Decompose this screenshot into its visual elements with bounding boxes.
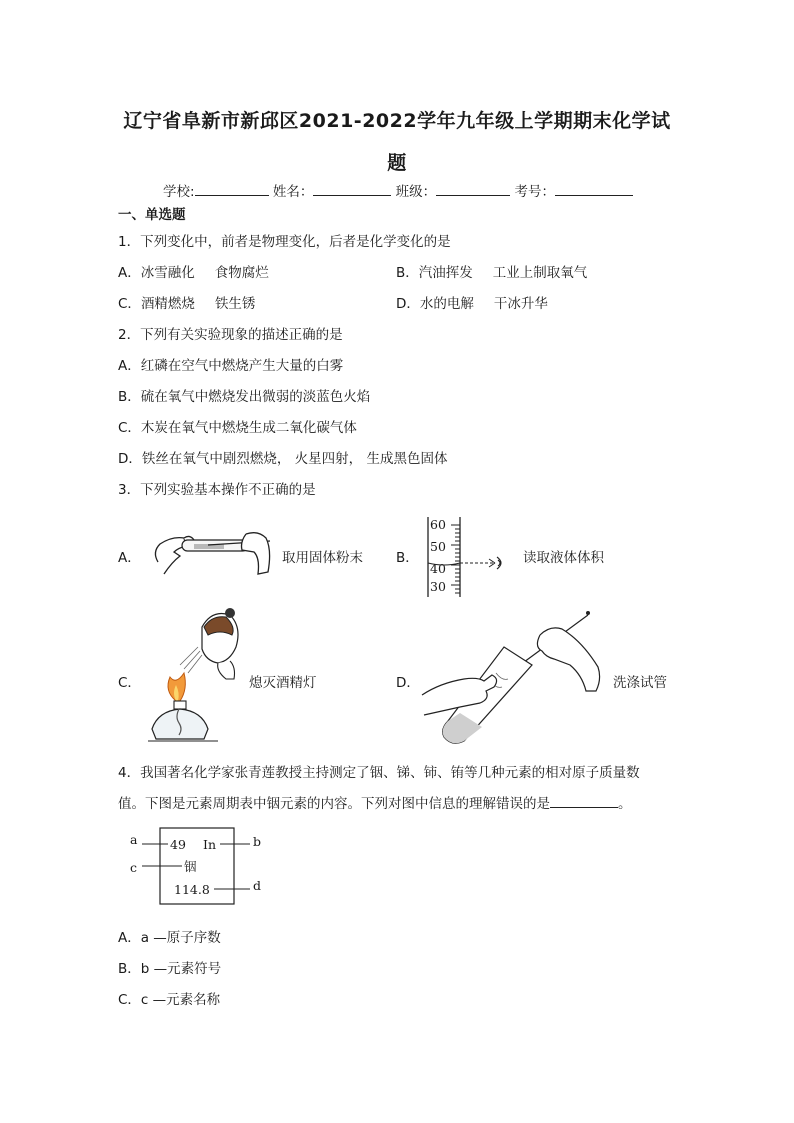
q1-option-b[interactable] (396, 261, 587, 281)
option-text: 工业上制取氧气 (492, 265, 588, 281)
graduated-cylinder-figure (425, 515, 515, 599)
q1-stem: 1．下列变化中，前者是物理变化，后者是化学变化的是 (118, 234, 451, 250)
stem-text: 值。下图是元素周期表中铟元素的内容。下列对图中信息的理解错误的是 (118, 796, 550, 812)
school-field[interactable] (195, 182, 269, 196)
answer-blank[interactable] (550, 795, 618, 808)
name-label: 姓名： (272, 184, 314, 200)
q3-option-b-label[interactable]: B． (396, 550, 419, 566)
test-tube-brush-figure (420, 607, 610, 747)
element-symbol: In (203, 837, 216, 852)
option-text: 水的电解 (419, 296, 474, 312)
q1-option-d[interactable] (396, 292, 548, 312)
option-text: 酒精燃烧 (140, 296, 195, 312)
page-title: 辽宁省阜新市新邱区2021-2022学年九年级上学期期末化学试 (123, 110, 671, 132)
pointer-label-c: c (130, 860, 138, 875)
element-name: 铟 (184, 859, 197, 874)
q4-option-c[interactable]: C．c —元素名称 (118, 992, 221, 1008)
q3-option-a-label[interactable]: A． (118, 550, 141, 566)
scale-tick-40: 40 (430, 561, 446, 576)
q3-option-c-label[interactable]: C． (118, 675, 141, 691)
option-label: C． (118, 296, 141, 312)
school-label: 学校: (163, 184, 195, 200)
q3-option-a-caption: 取用固体粉末 (282, 550, 363, 566)
q3-option-d-caption: 洗涤试管 (613, 675, 667, 691)
q3-option-b-caption: 读取液体体积 (523, 550, 604, 566)
scale-tick-60: 60 (430, 517, 446, 532)
scale-tick-30: 30 (430, 579, 446, 594)
q2-option-d[interactable]: D．铁丝在氧气中剧烈燃烧， 火星四射， 生成黑色固体 (118, 451, 448, 467)
name-field[interactable] (313, 182, 391, 196)
exam-no-field[interactable] (555, 182, 633, 196)
q1-option-a[interactable] (118, 261, 269, 281)
q3-option-d-label[interactable]: D． (396, 675, 420, 691)
q4-option-a[interactable]: A．a —原子序数 (118, 930, 221, 946)
q2-stem: 2．下列有关实验现象的描述正确的是 (118, 327, 343, 343)
scale-tick-50: 50 (430, 539, 446, 554)
q4-option-b[interactable]: B．b —元素符号 (118, 961, 222, 977)
powder-tube-figure (150, 522, 274, 584)
q4-stem-line1: 4．我国著名化学家张青莲教授主持测定了铟、锑、铈、铕等几种元素的相对原子质量数 (118, 765, 640, 781)
element-tile-figure (128, 828, 268, 910)
class-label: 班级： (395, 184, 437, 200)
stem-end: 。 (618, 796, 632, 812)
option-text: 铁生锈 (214, 296, 256, 312)
q4-stem-line2 (118, 792, 632, 812)
option-label: B． (396, 265, 419, 281)
atomic-number: 49 (170, 837, 186, 852)
page-title-continued: 题 (387, 152, 407, 174)
exam-no-label: 考号： (514, 184, 555, 200)
class-field[interactable] (436, 182, 510, 196)
option-text: 汽油挥发 (418, 265, 473, 281)
q3-stem: 3．下列实验基本操作不正确的是 (118, 482, 316, 498)
option-text: 冰雪融化 (140, 265, 195, 281)
option-text: 食物腐烂 (214, 265, 269, 281)
option-label: A． (118, 265, 141, 281)
student-info-row (163, 180, 633, 200)
section-heading: 一、单选题 (118, 207, 186, 223)
q2-option-a[interactable]: A．红磷在空气中燃烧产生大量的白雾 (118, 358, 344, 374)
pointer-label-d: d (253, 878, 262, 893)
option-text: 干冰升华 (493, 296, 548, 312)
option-label: D． (396, 296, 420, 312)
alcohol-lamp-figure (146, 605, 242, 745)
q2-option-b[interactable]: B．硫在氧气中燃烧发出微弱的淡蓝色火焰 (118, 389, 371, 405)
atomic-mass: 114.8 (174, 882, 210, 897)
q2-option-c[interactable]: C．木炭在氧气中燃烧生成二氧化碳气体 (118, 420, 357, 436)
q3-option-c-caption: 熄灭酒精灯 (249, 675, 317, 691)
q1-option-c[interactable] (118, 292, 255, 312)
pointer-label-b: b (253, 834, 262, 849)
pointer-label-a: a (130, 832, 138, 847)
